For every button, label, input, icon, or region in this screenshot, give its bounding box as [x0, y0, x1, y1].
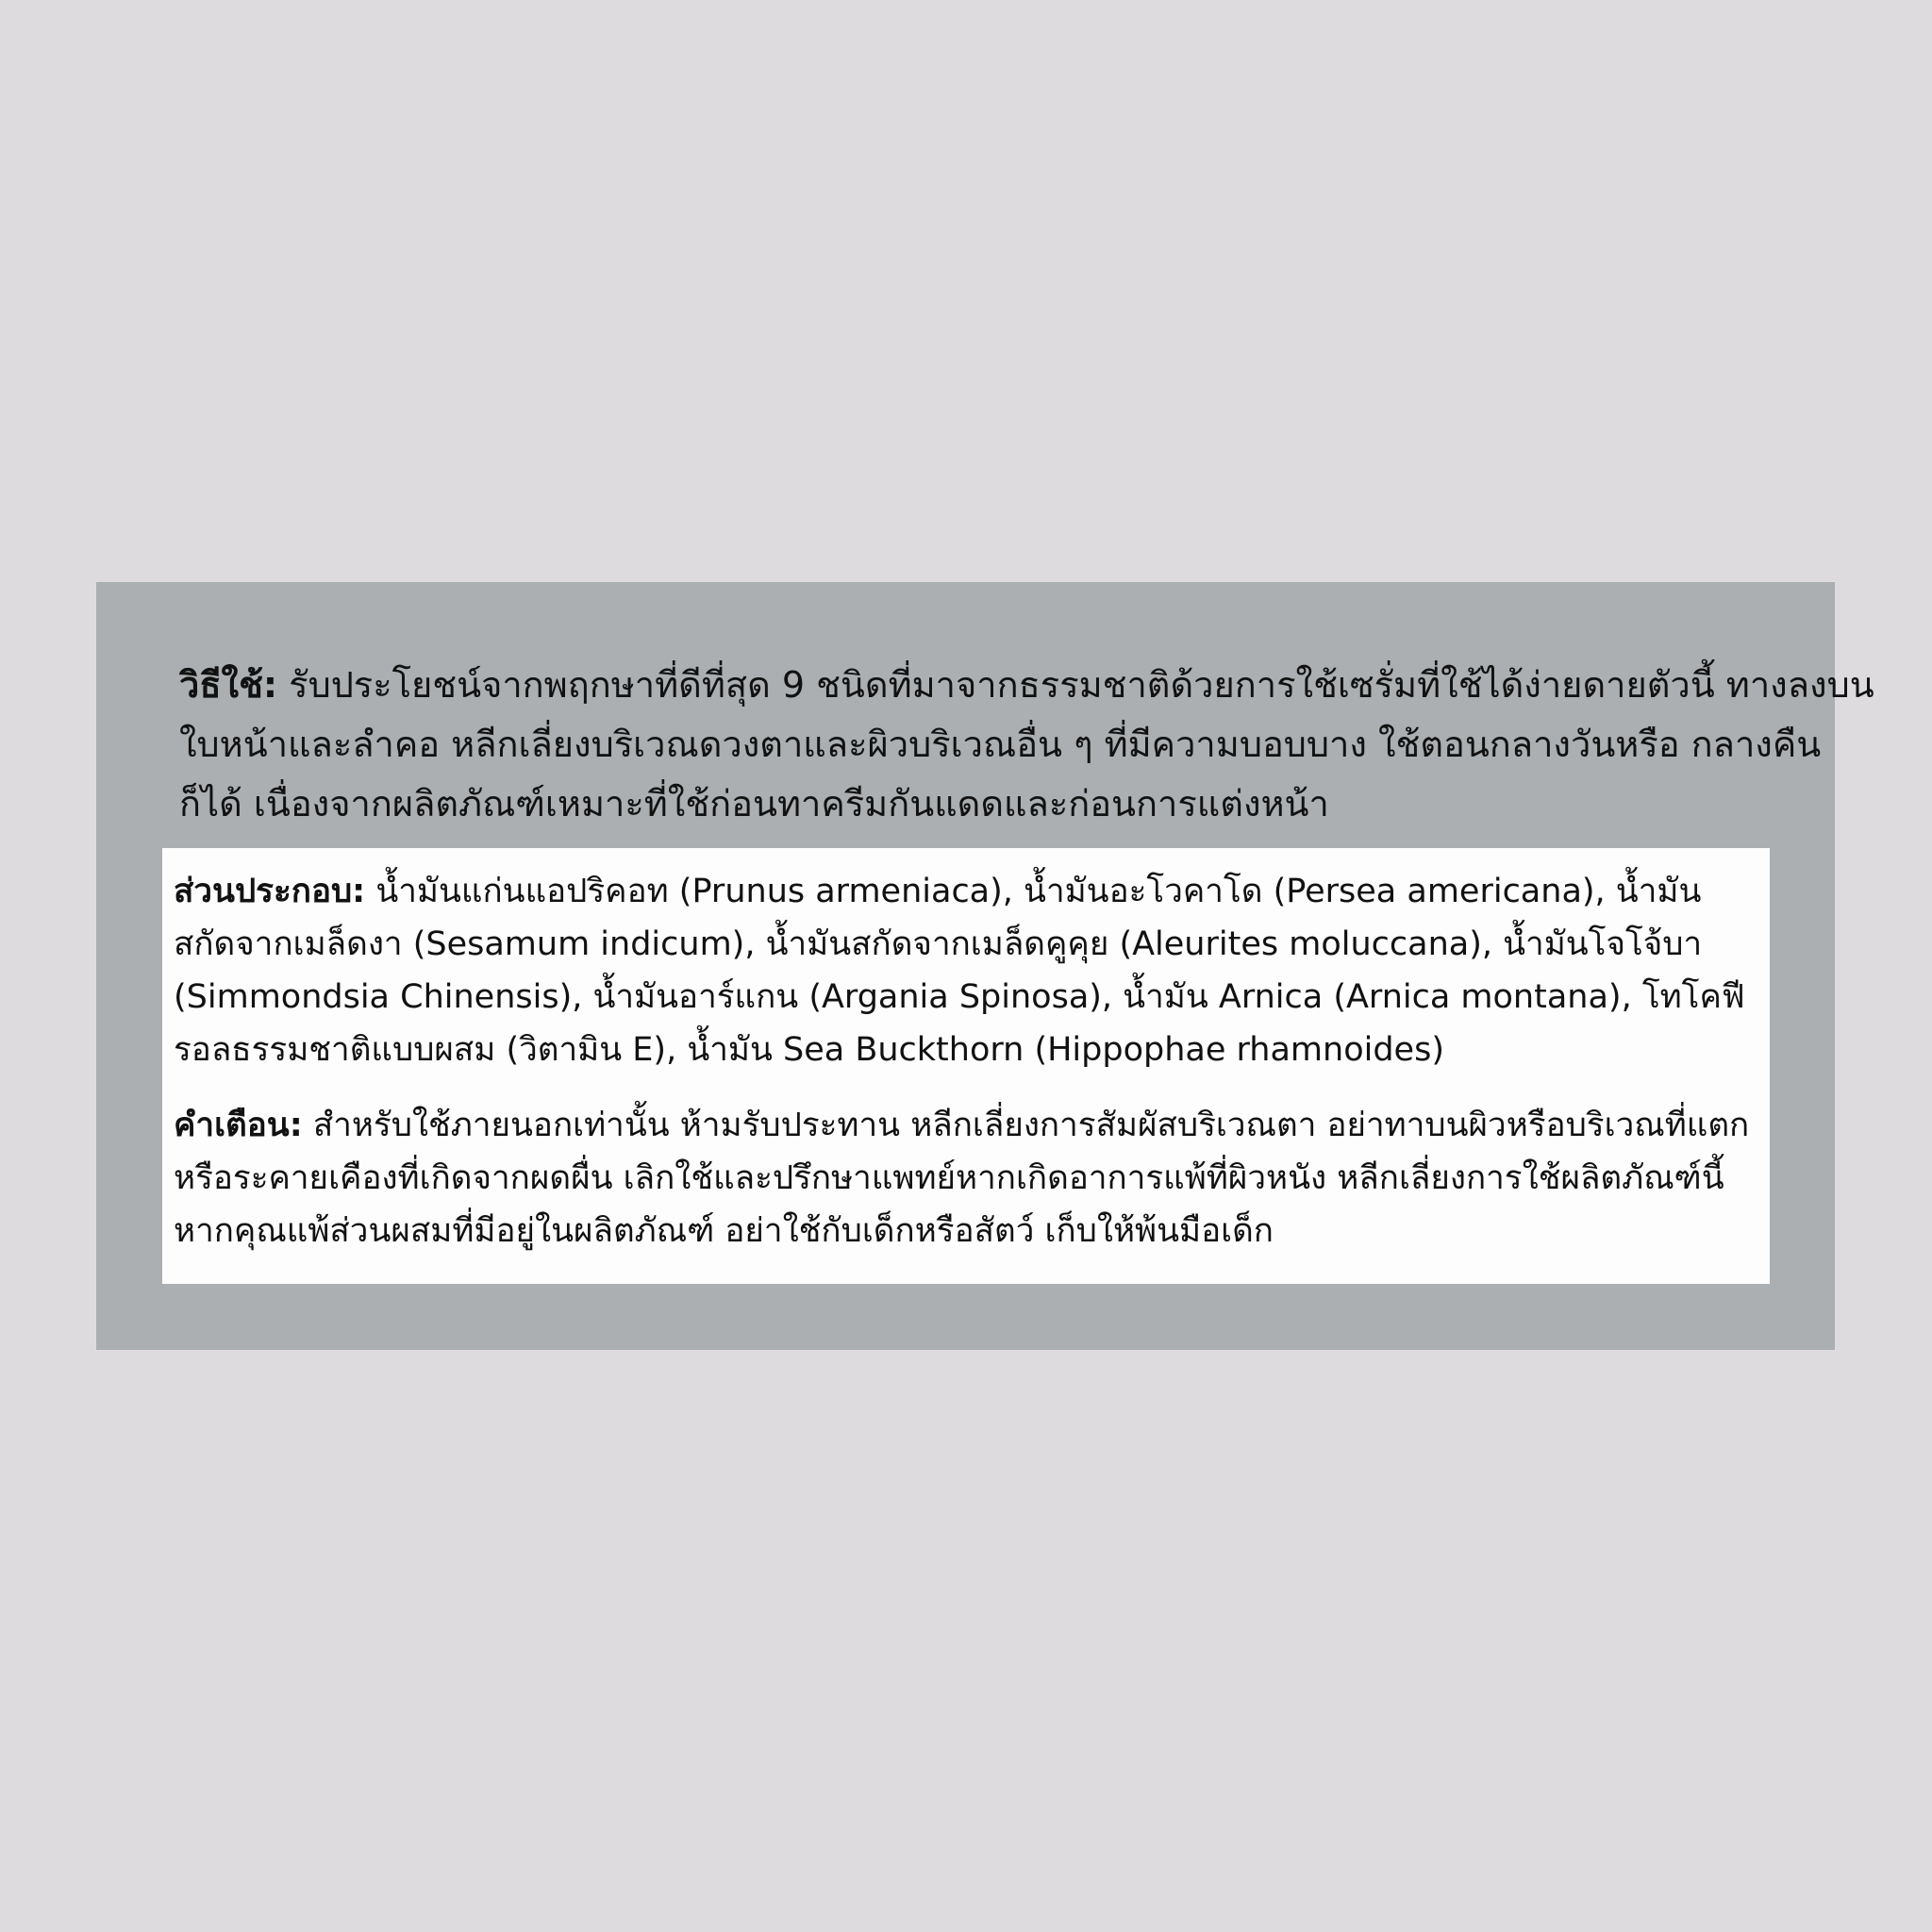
warning-paragraph: [174, 1099, 1758, 1257]
ingredients-paragraph: [174, 865, 1758, 1076]
ingredients-warning-box: [162, 848, 1770, 1284]
directions-text: รับประโยชน์จากพฤกษาที่ดีที่สุด 9 ชนิดที่มาจากธรรมชาติด้วยการใช้เซรั่มที่ใช้ได้ง่ายดายตัวนี้ ทางลงบนใบหน้าและลำคอ หลีกเลี่ยงบริเวณดวงตาและผิวบริเวณอื่น ๆ ที่มีความบอบบาง ใช้ตอนกลางวันหรือ กลางคืนก็ได้ เนื่องจากผลิตภัณฑ์เหมาะที่ใช้ก่อนทาครีมกันแดดและก่อนการแต่งหน้า: [179, 664, 1874, 824]
directions-label: วิธีใช้:: [179, 664, 278, 706]
warning-label: คำเตือน:: [174, 1107, 303, 1144]
label-panel: [96, 582, 1874, 1350]
ingredients-label: ส่วนประกอบ:: [174, 873, 366, 910]
ingredients-text: น้ำมันแก่นแอปริคอท (Prunus armeniaca), น้ำมันอะโวคาโด (Persea americana), น้ำมันสกัดจากเมล็ดงา (Sesamum indicum), น้ำมันสกัดจากเมล็ดคูคุย (Aleurites moluccana), น้ำมันโจโจ้บา (Simmondsia Chinensis), น้ำมันอาร์แกน (Argania Spinosa), น้ำมัน Arnica (Arnica montana), โทโคฟีรอลธรรมชาติแบบผสม (วิตามิน E), น้ำมัน Sea Buckthorn (Hippophae rhamnoides): [174, 873, 1745, 1069]
warning-text: สำหรับใช้ภายนอกเท่านั้น ห้ามรับประทาน หลีกเลี่ยงการสัมผัสบริเวณตา อย่าทาบนผิวหรือบริเวณที่แตกหรือระคายเคืองที่เกิดจากผดผื่น เลิกใช้และปรึกษาแพทย์หากเกิดอาการแพ้ที่ผิวหนัง หลีกเลี่ยงการใช้ผลิตภัณฑ์นี้หากคุณแพ้ส่วนผสมที่มีอยู่ในผลิตภัณฑ์ อย่าใช้กับเด็กหรือสัตว์ เก็บให้พ้นมือเด็ก: [174, 1107, 1750, 1250]
directions-paragraph: [179, 656, 1877, 834]
